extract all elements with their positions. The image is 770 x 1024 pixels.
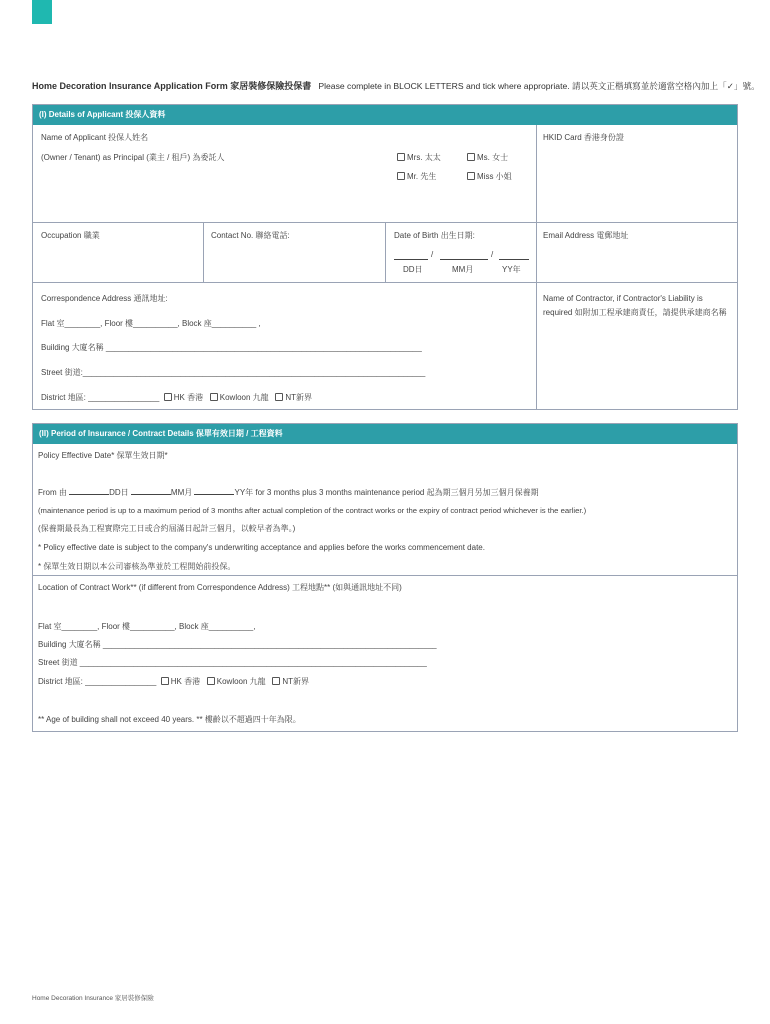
checkbox-nt[interactable] [272,677,280,685]
address-street-line[interactable]: Street 街道:_____________________________________________________________________________ [41,368,426,377]
hkid-cell[interactable] [537,125,737,222]
from-label: From 由 [38,488,67,497]
from-day-line[interactable] [69,494,109,495]
location-label: Location of Contract Work** (if different from Correspondence Address) 工程地點** (如與通訊地址不同) [38,583,402,592]
occupation-label: Occupation 職業 [41,231,100,240]
dob-month-line[interactable] [440,259,488,260]
district-nt-label: NT新界 [282,677,310,686]
contact-label: Contact No. 聯絡電話: [211,231,290,240]
contact-cell[interactable] [204,222,386,282]
location-street-line[interactable]: Street 街道 ______________________________________________________________________________ [38,658,427,667]
district-label: District 地區: ________________ [38,677,157,686]
title-option-ms[interactable] [467,152,508,163]
checkbox-nt[interactable] [275,393,283,401]
title-option-mr[interactable] [397,171,436,182]
applicant-name-label: Name of Applicant 投保人姓名 [41,133,149,142]
dob-month-label: MM月 [452,265,474,274]
checkbox[interactable] [467,172,475,180]
brand-logo-block [32,0,52,24]
dob-day-label: DD日 [403,265,423,274]
address-flat-line[interactable]: Flat 室________, Floor 樓__________, Block 座__________ , [41,319,261,328]
location-building-line[interactable]: Building 大廈名稱 ___________________________________________________________________________ [38,640,437,649]
policy-period-row [38,487,539,498]
section-applicant-details [32,104,738,410]
section-heading: (II) Period of Insurance / Contract Details 保單有效日期 / 工程資料 [33,424,737,444]
form-title-row [32,79,760,92]
policy-period-cell [33,444,737,575]
dob-day-line[interactable] [394,259,428,260]
email-label: Email Address 電郵地址 [543,231,629,240]
checkbox-hk[interactable] [164,393,172,401]
title-option-mrs[interactable] [397,152,441,163]
title-miss-label: Miss 小姐 [477,172,512,181]
correspondence-address-cell[interactable] [33,282,537,409]
location-flat-line[interactable]: Flat 室________, Floor 樓__________, Block 座__________, [38,622,256,631]
checkbox-kowloon[interactable] [207,677,215,685]
maintenance-note-zh: (保養期最長為工程實際完工日或合約屆滿日起計三個月，以較早者為準。) [38,524,296,533]
checkbox-hk[interactable] [161,677,169,685]
dob-separator: / [431,250,434,259]
hkid-label: HKID Card 香港身份證 [543,133,624,142]
dob-cell[interactable] [386,222,537,282]
checkbox-kowloon[interactable] [210,393,218,401]
section-heading: (I) Details of Applicant 投保人資料 [33,105,737,125]
underwriting-note-en: * Policy effective date is subject to the company's underwriting acceptance and applies before the works commencement date. [38,543,485,552]
title-mrs-label: Mrs. 太太 [407,153,441,162]
title-mr-label: Mr. 先生 [407,172,437,181]
location-district-row [38,676,309,687]
form-instructions: Please complete in BLOCK LETTERS and tick where appropriate. 請以英文正楷填寫並於適當空格內加上「 [318,81,727,91]
dob-year-line[interactable] [499,259,529,260]
section-period-of-insurance [32,423,738,732]
form-title: Home Decoration Insurance Application Form 家居裝修保險投保書 [32,81,312,91]
contractor-cell[interactable] [537,282,737,409]
from-year-line[interactable] [194,494,234,495]
district-hk-label: HK 香港 [170,677,201,686]
policy-effective-label: Policy Effective Date* 保單生效日期* [38,451,168,460]
district-kowloon-label: Kowloon 九龍 [216,677,266,686]
checkbox[interactable] [397,153,405,161]
from-day-label: DD日 [109,488,129,497]
checkbox[interactable] [467,153,475,161]
email-cell[interactable] [537,222,737,282]
maintenance-note-en: (maintenance period is up to a maximum period of 3 months after actual completion of the contract works or the expiry of contract period whichever is the earlier.) [38,506,587,515]
from-month-label: MM月 [170,488,193,497]
building-age-note: ** Age of building shall not exceed 40 years. ** 樓齡以不超過四十年為限。 [38,715,301,724]
address-building-line[interactable]: Building 大廈名稱 _______________________________________________________________________ [41,343,422,352]
address-district-row [41,392,312,403]
district-label: District 地區: ________________ [41,393,160,402]
title-ms-label: Ms. 女士 [477,153,509,162]
principal-label: (Owner / Tenant) as Principal (業主 / 租戶) 為委託人 [41,153,225,162]
applicant-name-cell[interactable] [33,125,537,222]
district-kowloon-label: Kowloon 九龍 [219,393,269,402]
contract-location-cell[interactable] [33,575,737,731]
page-footer: Home Decoration Insurance 家居裝修保險 [32,995,154,1002]
title-option-miss[interactable] [467,171,512,182]
checkbox[interactable] [397,172,405,180]
checkmark-icon: ✓ [726,81,734,91]
period-description: YY年 for 3 months plus 3 months maintenance period 起為期三個月另加三個月保養期 [234,488,539,497]
district-hk-label: HK 香港 [173,393,204,402]
dob-label: Date of Birth 出生日期: [394,231,475,240]
district-nt-label: NT新界 [285,393,313,402]
occupation-cell[interactable] [33,222,204,282]
dob-separator: / [491,250,494,259]
from-month-line[interactable] [131,494,171,495]
form-instructions-end: 」號。 [733,81,760,91]
address-label: Correspondence Address 通訊地址: [41,294,168,303]
contractor-label: Name of Contractor, if Contractor's Liability is required 如附加工程承建商責任，請提供承建商名稱 [543,294,727,317]
underwriting-note-zh: * 保單生效日期以本公司審核為準並於工程開始前投保。 [38,562,236,571]
dob-year-label: YY年 [502,265,521,274]
